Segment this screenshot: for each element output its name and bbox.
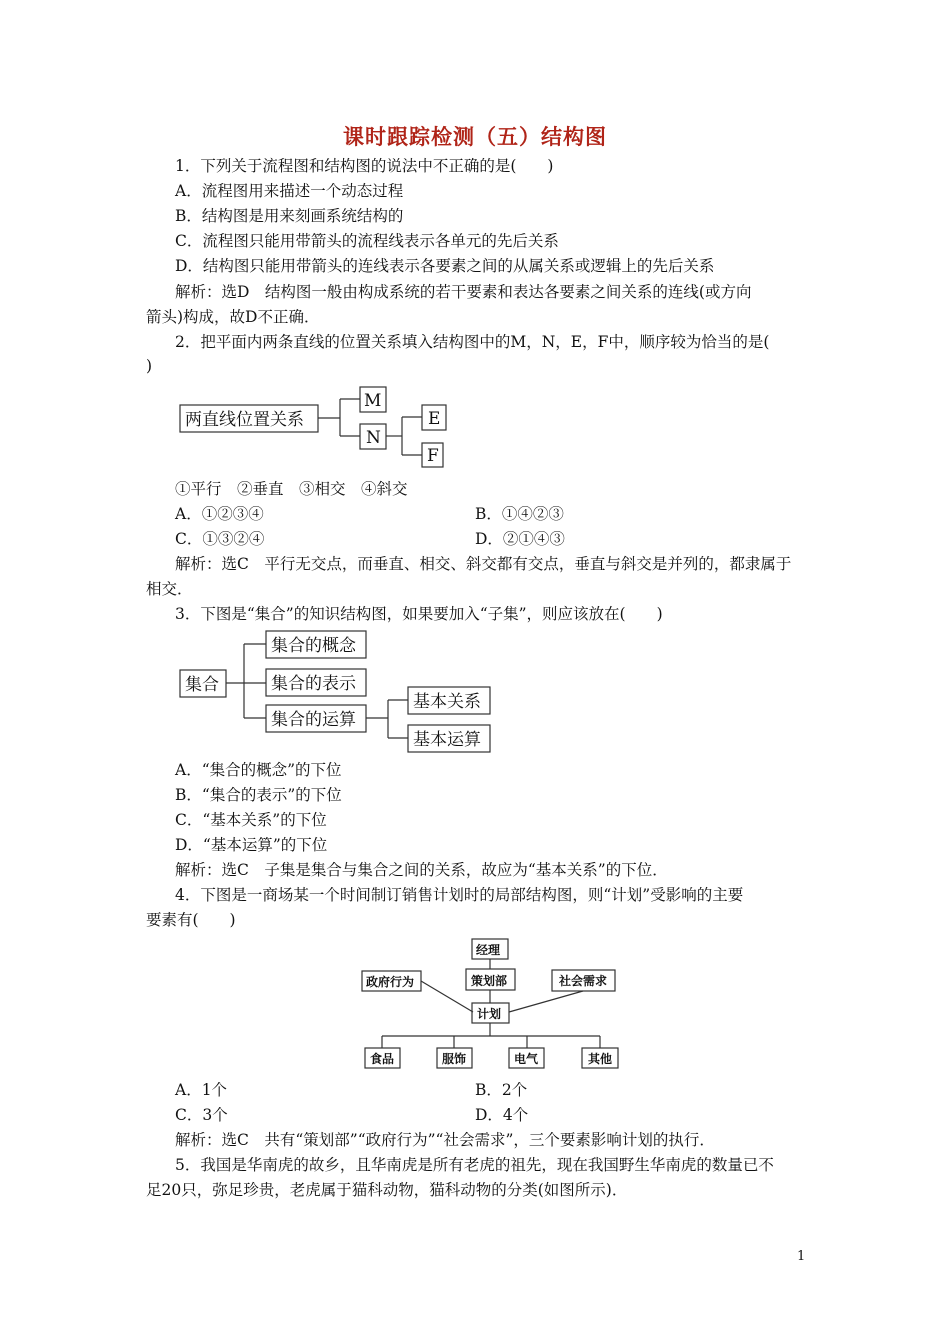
q2-option-b: B．①④②③ xyxy=(475,505,564,523)
q3-node-root: 集合 xyxy=(185,675,219,695)
q2-option-c: C．①③②④ xyxy=(175,530,265,548)
q5-line2: 足20只，弥足珍贵，老虎属于猫科动物，猫科动物的分类(如图所示)． xyxy=(146,1181,628,1199)
q4-node-other: 其他 xyxy=(588,1052,613,1066)
page-number: 1 xyxy=(797,1249,806,1264)
q4-node-clothing: 服饰 xyxy=(442,1052,467,1066)
q1-answer-line1: 解析：选D 结构图一般由构成系统的若干要素和表达各要素之间关系的连线(或方向 xyxy=(175,283,752,301)
q3-answer: 解析：选C 子集是集合与集合之间的关系，故应为“基本关系”的下位． xyxy=(175,861,668,879)
q2-option-d: D．②①④③ xyxy=(475,530,565,548)
q3-node-operation: 集合的运算 xyxy=(271,710,356,730)
q2-stem-line1: 2．把平面内两条直线的位置关系填入结构图中的M，N，E，F中，顺序较为恰当的是( xyxy=(175,333,770,351)
q3-stem: 3．下图是“集合”的知识结构图，如果要加入“子集”，则应该放在( ) xyxy=(175,605,663,623)
q5-line1: 5．我国是华南虎的故乡，且华南虎是所有老虎的祖先，现在我国野生华南虎的数量已不 xyxy=(175,1156,774,1174)
q4-node-social-demand: 社会需求 xyxy=(559,974,608,988)
q4-stem-line2: 要素有( ) xyxy=(146,911,236,929)
q2-option-a: A．①②③④ xyxy=(175,505,264,523)
q2-node-n: N xyxy=(366,428,381,448)
q2-answer-line2: 相交． xyxy=(146,580,193,598)
q2-answer-line1: 解析：选C 平行无交点，而垂直、相交、斜交都有交点，垂直与斜交是并列的，都隶属于 xyxy=(175,555,792,573)
q2-node-f: F xyxy=(427,446,439,466)
q4-node-electrical: 电气 xyxy=(514,1052,539,1066)
q1-answer-line2: 箭头)构成，故D不正确． xyxy=(146,308,320,326)
q3-option-a: A．“集合的概念”的下位 xyxy=(175,761,342,779)
q2-items: ①平行 ②垂直 ③相交 ④斜交 xyxy=(175,480,408,498)
q1-stem: 1．下列关于流程图和结构图的说法中不正确的是( ) xyxy=(175,157,554,175)
q2-stem-line2: ) xyxy=(146,357,153,375)
q4-node-government: 政府行为 xyxy=(366,975,415,989)
q3-node-basic-operation: 基本运算 xyxy=(413,730,481,750)
q3-option-d: D．“基本运算”的下位 xyxy=(175,836,328,854)
q3-node-basic-relation: 基本关系 xyxy=(413,692,481,712)
q3-node-representation: 集合的表示 xyxy=(271,674,356,694)
q1-option-b: B．结构图是用来刻画系统结构的 xyxy=(175,207,404,225)
q4-node-manager: 经理 xyxy=(476,943,501,957)
q4-node-food: 食品 xyxy=(370,1052,395,1066)
q3-option-c: C．“基本关系”的下位 xyxy=(175,811,327,829)
q2-node-root: 两直线位置关系 xyxy=(185,410,304,430)
q3-node-concept: 集合的概念 xyxy=(271,636,356,656)
q4-stem-line1: 4．下图是一商场某一个时间制订销售计划时的局部结构图，则“计划”受影响的主要 xyxy=(175,886,744,904)
q1-option-a: A．流程图用来描述一个动态过程 xyxy=(175,182,404,200)
q1-option-d: D．结构图只能用带箭头的连线表示各要素之间的从属关系或逻辑上的先后关系 xyxy=(175,257,715,275)
q1-option-c: C．流程图只能用带箭头的流程线表示各单元的先后关系 xyxy=(175,232,559,250)
q4-answer: 解析：选C 共有“策划部”“政府行为”“社会需求”，三个要素影响计划的执行． xyxy=(175,1131,715,1149)
q4-option-c: C．3个 xyxy=(175,1106,228,1124)
q4-option-a: A．1个 xyxy=(175,1081,228,1099)
q2-node-m: M xyxy=(364,391,382,411)
q3-option-b: B．“集合的表示”的下位 xyxy=(175,786,342,804)
q4-node-plan: 计划 xyxy=(477,1007,502,1021)
q2-node-e: E xyxy=(428,409,441,429)
q4-option-d: D．4个 xyxy=(475,1106,529,1124)
q4-node-planning-dept: 策划部 xyxy=(471,974,508,988)
q4-option-b: B．2个 xyxy=(475,1081,528,1099)
page-title: 课时跟踪检测（五）结构图 xyxy=(343,124,607,149)
